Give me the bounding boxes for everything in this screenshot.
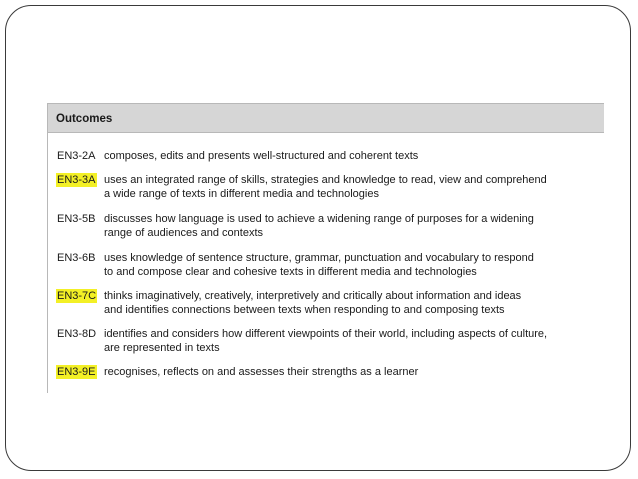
outcome-description-line: uses knowledge of sentence structure, grammar, punctuation and vocabulary to respond	[104, 252, 534, 264]
outcome-description	[104, 212, 601, 240]
outcome-code-highlighted: EN3-7C	[57, 290, 97, 302]
outcome-code-highlighted: EN3-9E	[57, 366, 96, 378]
outcome-description	[104, 327, 601, 355]
outcome-description	[104, 173, 601, 201]
outcome-description-line: identifies and considers how different viewpoints of their world, including aspects of culture,	[104, 328, 548, 340]
outcome-code-highlighted: EN3-3A	[57, 174, 96, 186]
outcome-description-line: uses an integrated range of skills, strategies and knowledge to read, view and comprehend	[104, 174, 547, 186]
outcome-code: EN3-2A	[57, 150, 96, 162]
outcome-description-line: a wide range of texts in different media and technologies	[104, 188, 379, 200]
outcome-code: EN3-8D	[57, 328, 97, 340]
outcome-description	[104, 365, 601, 379]
outcome-code: EN3-6B	[57, 252, 96, 264]
outcomes-header	[48, 103, 604, 133]
slide-frame	[5, 5, 631, 471]
outcome-description-line: thinks imaginatively, creatively, interpretively and critically about information and ideas	[104, 290, 522, 302]
outcome-description-line: composes, edits and presents well-structured and coherent texts	[104, 150, 419, 162]
outcome-description-line: to and compose clear and cohesive texts in different media and technologies	[104, 266, 477, 278]
outcome-code: EN3-5B	[57, 213, 96, 225]
outcome-description	[104, 289, 601, 317]
outcome-description-line: recognises, reflects on and assesses their strengths as a learner	[104, 366, 419, 378]
outcome-description-line: range of audiences and contexts	[104, 227, 264, 239]
outcome-description-line: and identifies connections between texts when responding to and composing texts	[104, 304, 505, 316]
outcome-description-line: discusses how language is used to achieve a widening range of purposes for a widening	[104, 213, 534, 225]
outcome-description-line: are represented in texts	[104, 342, 220, 354]
outcome-description	[104, 251, 601, 279]
outcome-description	[104, 149, 601, 163]
outcomes-header-title: Outcomes	[56, 113, 113, 125]
outcomes-table	[47, 103, 603, 393]
